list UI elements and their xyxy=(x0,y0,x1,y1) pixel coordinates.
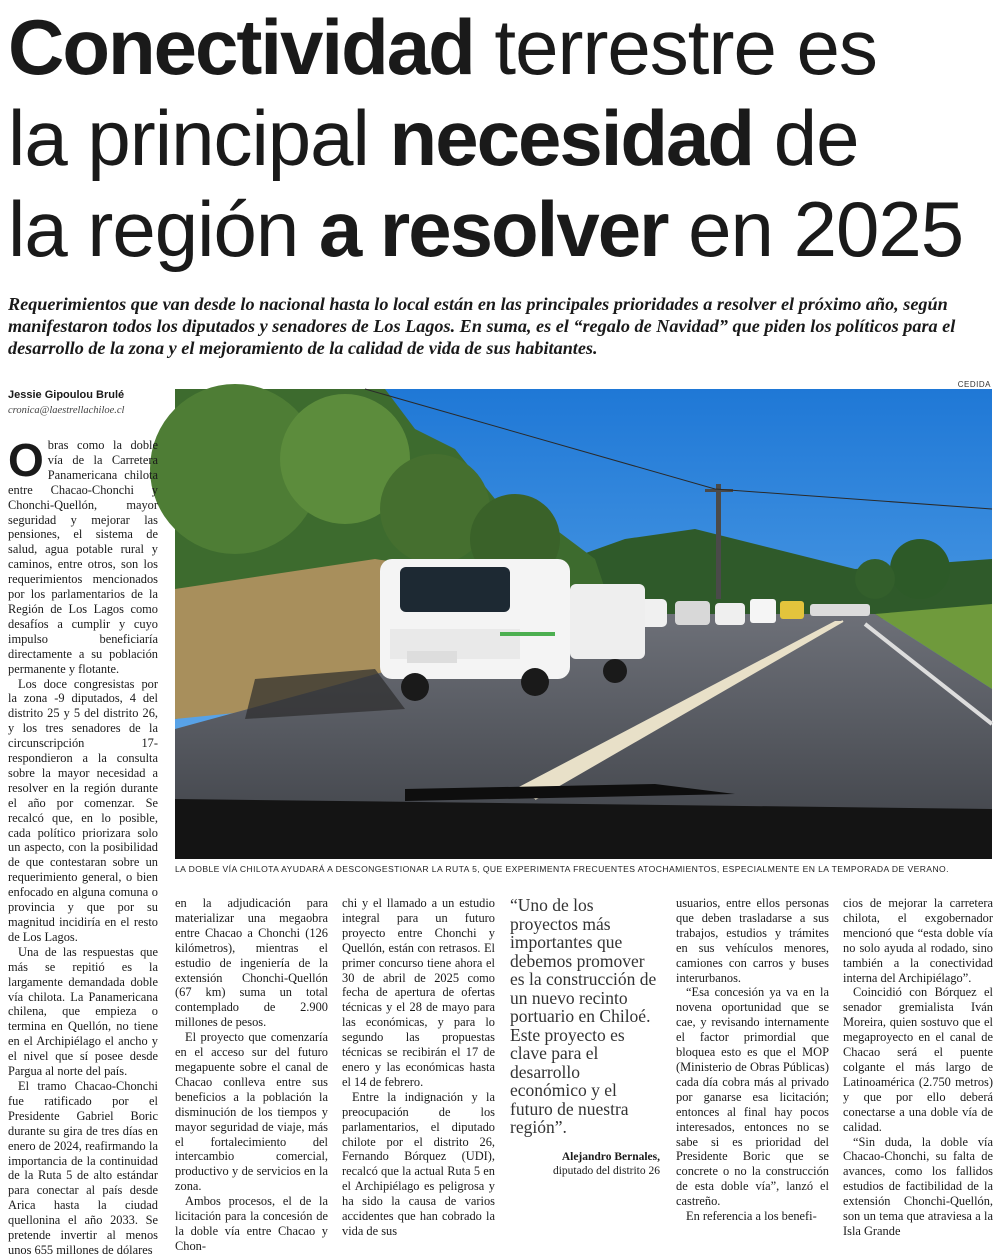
body-column-3 xyxy=(342,896,495,1238)
photo-caption: LA DOBLE VÍA CHILOTA AYUDARÁ A DESCONGESTIONAR LA RUTA 5, QUE EXPERIMENTA FRECUENTES ATOCHAMIENTOS, ESPECIALMENTE EN LA TEMPORADA DE VERANO. xyxy=(175,864,949,874)
headline-line1-bold: Conectividad xyxy=(8,3,474,91)
road-traffic-photo xyxy=(175,389,992,859)
body-paragraph xyxy=(8,434,158,677)
body-paragraph: Entre la indignación y la preocupación de los parlamentarios, el diputado chilote por el distrito 26, Fernando Bórquez (UDI), recalcó que la actual Ruta 5 en el Archipiélago es peligrosa y ha sido la causa de varios accidentes que han cobrado la vida de sus xyxy=(342,1089,495,1238)
body-paragraph: Ambos procesos, el de la licitación para la concesión de la doble vía entre Chacao y Chon- xyxy=(175,1194,328,1253)
headline-line2-post: de xyxy=(753,94,859,182)
headline-line3-post: en 2025 xyxy=(667,185,964,273)
body-paragraph: En referencia a los benefi- xyxy=(686,1209,817,1224)
headline-line1-rest: terrestre es xyxy=(473,3,877,91)
pull-quote-role: diputado del distrito 26 xyxy=(552,1164,660,1177)
pull-quote xyxy=(510,896,660,1177)
body-paragraph: “Esa concesión ya va en la novena oportunidad que se cae, y revisando internamente el factor primordial que bloquea esto es que el MOP (Ministerio de Obras Públicas) cada día cobra más al privado por ganarse esa licitación; entonces al final hay pocos interesados, entonces no se sabe si es prioridad del Presidente Boric que se concrete o no la construcción de esta doble vía”, lanzó el castreño. xyxy=(676,985,829,1209)
author-email: cronica@laestrellachiloe.cl xyxy=(8,405,125,416)
body-column-6 xyxy=(843,896,993,1238)
body-paragraph: El tramo Chacao-Chonchi fue ratificado por el Presidente Gabriel Boric durante su gira de tres días en enero de 2024, reafirmando la importancia de la continuidad de la Ruta 5 de alto estándar para conectar al país desde Arica hasta la ciudad quellonina el año 2033. Se pretende invertir al menos unos 655 millones de dólares xyxy=(8,1078,158,1257)
drop-cap: O xyxy=(8,434,44,486)
byline xyxy=(8,389,166,416)
body-paragraph: Los doce congresistas por la zona -9 diputados, 4 del distrito 25 y 5 del distrito 26, y los tres senadores de la circunscripción 17- respondieron a la consulta sobre la mayor necesidad a resolver en la región durante el año por comenzar. Se recalcó que, en lo posible, cada político priorizara solo un aspecto, con la posibilidad de que contestaran sobre un requerimiento general, o bien enfocado en alguna comuna o provincia y que por su magnitud incidiría en el resto de Los Lagos. xyxy=(8,676,158,944)
author-name: Jessie Gipoulou Brulé xyxy=(8,389,125,401)
body-paragraph: chi y el llamado a un estudio integral para un futuro proyecto entre Chonchi y Quellón, están con retrasos. El primer concurso tiene ahora el 30 de abril de 2025 como fecha de apertura de ofertas técnicas y el 28 de mayo para las económicas, y para lo segundo las propuestas técnicas se recibirán el 17 de enero y las económicas hasta el 14 de febrero. xyxy=(342,896,495,1089)
pull-quote-author: Alejandro Bernales, xyxy=(561,1150,660,1163)
headline xyxy=(8,2,993,275)
news-photo xyxy=(175,389,992,859)
body-paragraph: usuarios, entre ellos personas que deben trasladarse a sus trabajos, estudios y trámites en sus vehículos menores, camiones con carros y buses interurbanos. xyxy=(676,896,829,985)
body-column-1 xyxy=(8,434,158,1257)
headline-line3-pre: la región xyxy=(8,185,319,273)
body-paragraph: Una de las respuestas que más se repitió es la largamente demandada doble vía chilota. La Panamericana chilena, que empieza o termina en Quellón, no tiene en el Archipiélago el ancho y el nivel que sí posee desde Pargua al norte del país. xyxy=(8,944,158,1079)
body-column-5 xyxy=(676,896,829,1224)
lead-paragraph: Requerimientos que van desde lo nacional hasta lo local están en las principales prioridades a resolver el próximo año, según manifestaron todos los diputados y senadores de Los Lagos. En suma, es el “regalo de Navidad” que piden los políticos para el desarrollo de la zona y el mejoramiento de la calidad de vida de sus habitantes. xyxy=(8,294,956,358)
body-text: bras como la doble vía de la Carretera Panamericana chilota entre Chacao-Chonchi y Chonchi-Quellón, mayor seguridad y mejorar las pensiones, el sistema de salud, agua potable rural y caminos, entre otros, son los requerimientos mencionados por los parlamentarios de la Región de Los Lagos como desafíos a cumplir y cuyo impulso beneficiaría directamente a su población permanente y flotante. xyxy=(8,438,158,676)
body-paragraph: en la adjudicación para materializar una megaobra entre Chacao a Chonchi (126 kilómetros), mientras el estudio de ingeniería de la extensión Chonchi-Quellón (67 km) suma un total contemplado de 2.900 millones de pesos. xyxy=(175,896,328,1030)
body-column-2 xyxy=(175,896,328,1253)
headline-line2-bold: necesidad xyxy=(389,94,754,182)
photo-credit: CEDIDA xyxy=(957,380,991,389)
headline-line2-pre: la principal xyxy=(8,94,390,182)
pull-quote-text: “Uno de los proyectos más importantes que debemos promover es la construcción de un nuevo recinto portuario en Chiloé. Este proyecto es clave para el desarrollo económico y el futuro de nuestra región”. xyxy=(510,895,657,1137)
body-paragraph: El proyecto que comenzaría en el acceso sur del futuro megapuente sobre el canal de Chacao conlleva entre sus beneficios a la población la disminución de los tiempos y mayor seguridad de viaje, más el fortalecimiento del intercambio comercial, productivo y de servicios en la zona. xyxy=(175,1030,328,1194)
body-paragraph: cios de mejorar la carretera chilota, el exgobernador mencionó que “esta doble vía no solo ayuda al rodado, sino también a la conectividad interna del Archipiélago”. xyxy=(843,896,993,985)
body-paragraph: Coincidió con Bórquez el senador gremialista Iván Moreira, quien sostuvo que el megaproyecto en el canal de Chacao será el puente colgante el más largo de Latinoamérica (2.750 metros) y que por ello deberá conectarse a una doble vía de calidad. xyxy=(843,985,993,1134)
body-paragraph: “Sin duda, la doble vía Chacao-Chonchi, su falta de avances, como los fallidos estudios de factibilidad de la extensión Chonchi-Quellón, son un tema que atraviesa a la Isla Grande xyxy=(843,1134,993,1238)
headline-line3-bold: a resolver xyxy=(318,185,668,273)
